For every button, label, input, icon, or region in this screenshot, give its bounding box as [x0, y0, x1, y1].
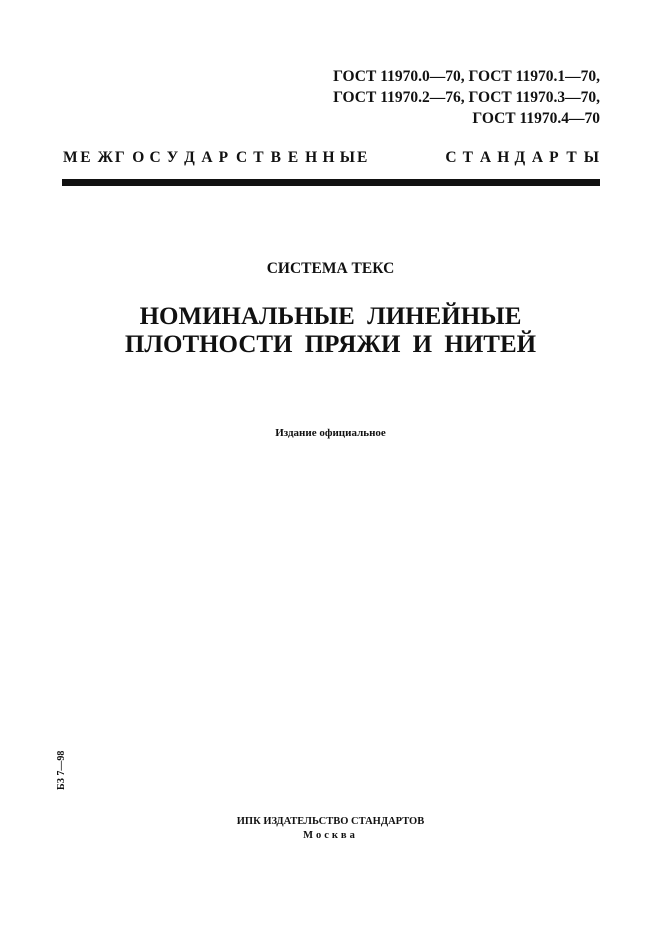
heading-letter: Д — [184, 149, 195, 166]
heading-letter: Т — [566, 149, 577, 166]
heading-letter: Н — [305, 149, 318, 166]
heading-letter: С — [149, 149, 161, 166]
heading-letter: Е — [287, 149, 299, 166]
heading-letter: Т — [462, 149, 473, 166]
edition-note: Издание официальное — [275, 427, 386, 439]
gost-numbers — [333, 66, 600, 129]
document-title — [0, 303, 661, 359]
standards-word — [445, 148, 601, 168]
heading-letter: А — [479, 149, 492, 166]
interstate-standards-heading — [63, 148, 601, 168]
heading-letter: Д — [514, 149, 526, 166]
publisher-city: Москва — [303, 830, 358, 841]
heading-letter: Ж — [97, 149, 113, 166]
heading-letter: М — [63, 149, 78, 166]
interstate-word — [63, 148, 374, 168]
heading-letter: А — [201, 149, 213, 166]
heading-letter: С — [445, 149, 457, 166]
heading-letter: Р — [218, 149, 229, 166]
heading-letter: Е — [357, 149, 368, 166]
title-line: НОМИНАЛЬНЫЕ ЛИНЕЙНЫЕ — [139, 303, 522, 330]
heading-letter: Ы — [583, 149, 599, 166]
heading-letter: В — [270, 149, 281, 166]
heading-letter: А — [531, 149, 544, 166]
heading-letter: Г — [114, 149, 125, 166]
heading-letter: О — [132, 149, 145, 166]
gost-number-line: ГОСТ 11970.4—70 — [472, 110, 600, 127]
heading-letter: Р — [549, 149, 559, 166]
gost-number-line: ГОСТ 11970.0—70, ГОСТ 11970.1—70, — [333, 68, 600, 85]
heading-letter: Т — [253, 149, 264, 166]
heading-letter: Е — [80, 149, 91, 166]
publisher-name: ИПК ИЗДАТЕЛЬСТВО СТАНДАРТОВ — [236, 816, 425, 827]
heading-letter: Н — [497, 149, 510, 166]
heading-rule — [62, 179, 600, 186]
heading-letter: Н — [322, 149, 335, 166]
heading-letter: У — [166, 149, 179, 166]
system-subtitle: СИСТЕМА ТЕКС — [266, 260, 395, 277]
heading-letter: Ы — [339, 149, 355, 166]
side-code: БЗ 7—98 — [56, 750, 67, 790]
gost-number-line: ГОСТ 11970.2—76, ГОСТ 11970.3—70, — [333, 89, 600, 106]
heading-letter: С — [235, 149, 248, 166]
title-line: ПЛОТНОСТИ ПРЯЖИ И НИТЕЙ — [124, 331, 537, 358]
